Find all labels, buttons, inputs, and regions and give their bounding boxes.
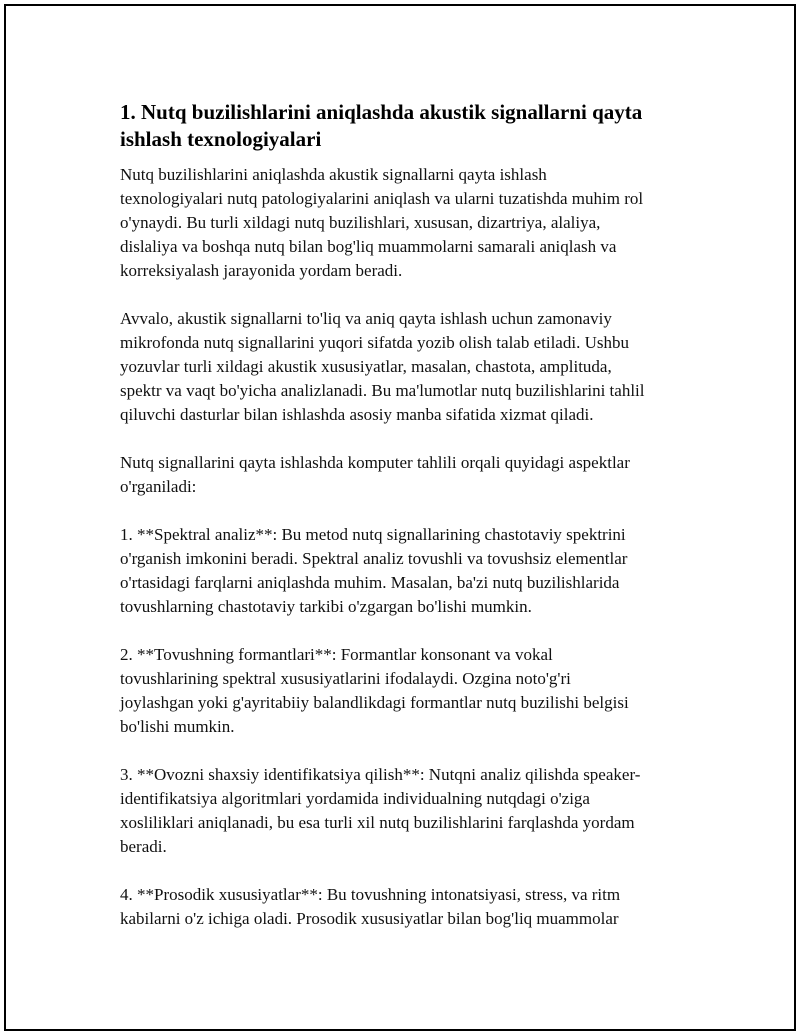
- list-item-prosodic-features: 4. **Prosodik xususiyatlar**: Bu tovushning intonatsiyasi, stress, va ritm kabilarni o'z ichiga oladi. Prosodik xususiyatlar bilan bog'liq muammolar: [120, 885, 621, 928]
- paragraph-aspects-intro: Nutq signallarini qayta ishlashda komputer tahlili orqali quyidagi aspektlar o'rganiladi:: [120, 453, 630, 496]
- document-body: [120, 99, 700, 955]
- paragraph-intro: Nutq buzilishlarini aniqlashda akustik signallarni qayta ishlash texnologiyalari nutq patologiyalarini aniqlash va ularni tuzatishda muhim rol o'ynaydi. Bu turli xildagi nutq buzilishlari, xususan, dizartriya, alaliya, dislaliya va boshqa nutq bilan bog'liq muammolarni samarali aniqlash va korreksiyalash jarayonida yordam beradi.: [120, 165, 644, 280]
- document-page: [4, 4, 796, 1031]
- list-item-speaker-identification: 3. **Ovozni shaxsiy identifikatsiya qilish**: Nutqni analiz qilishda speaker- identifikatsiya algoritmlari yordamida individualning nutqdagi o'ziga xosliliklari aniqlanadi, bu esa turli xil nutq buzilishlarini farqlashda yordam beradi.: [120, 765, 641, 856]
- list-item-spectral-analysis: 1. **Spektral analiz**: Bu metod nutq signallarining chastotaviy spektrini o'rganish imkonini beradi. Spektral analiz tovushli va tovushsiz elementlar o'rtasidagi farqlarni aniqlashda muhim. Masalan, ba'zi nutq buzilishlarida tovushlarning chastotaviy tarkibi o'zgargan bo'lishi mumkin.: [120, 525, 628, 616]
- document-title: 1. Nutq buzilishlarini aniqlashda akustik signallarni qayta ishlash texnologiyalari: [120, 100, 643, 151]
- list-item-formants: 2. **Tovushning formantlari**: Formantlar konsonant va vokal tovushlarining spektral xususiyatlarini ifodalaydi. Ozgina noto'g'ri joylashgan yoki g'ayritabiiy balandlikdagi formantlar nutq buzilishi belgisi bo'lishi mumkin.: [120, 645, 629, 736]
- paragraph-recording: Avvalo, akustik signallarni to'liq va aniq qayta ishlash uchun zamonaviy mikrofonda nutq signallarini yuqori sifatda yozib olish talab etiladi. Ushbu yozuvlar turli xildagi akustik xususiyatlar, masalan, chastota, amplituda, spektr va vaqt bo'yicha analizlanadi. Bu ma'lumotlar nutq buzilishlarini tahlil qiluvchi dasturlar bilan ishlashda asosiy manba sifatida xizmat qiladi.: [120, 309, 645, 424]
